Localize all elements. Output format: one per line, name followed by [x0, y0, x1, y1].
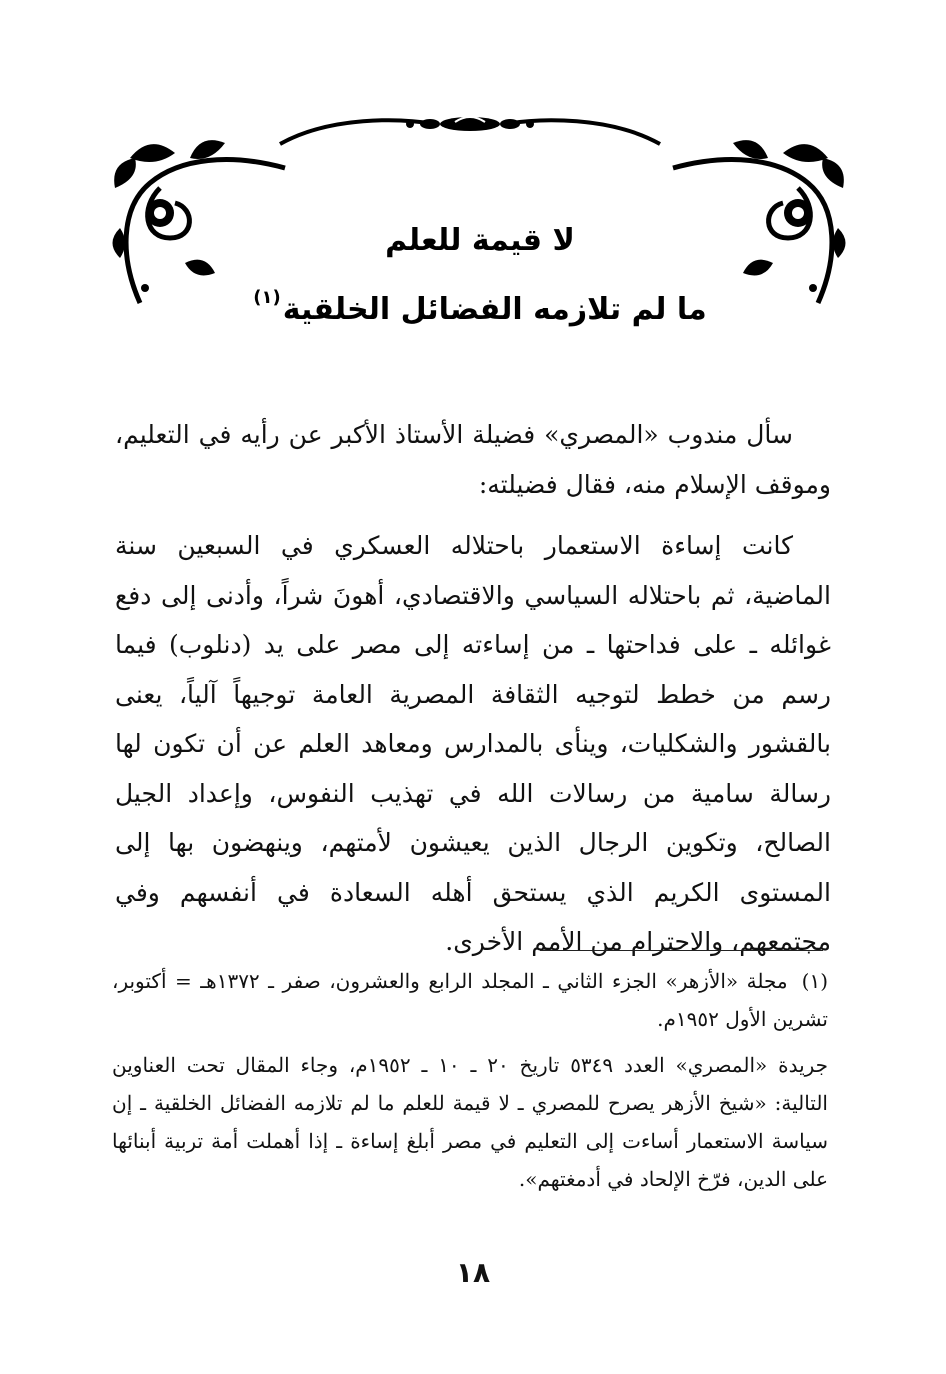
paragraph-1: سأل مندوب «المصري» فضيلة الأستاذ الأكبر عن رأيه في التعليم، وموقف الإسلام منه، فقال فضيلته: — [115, 420, 831, 499]
footnotes — [112, 962, 828, 1198]
footnote-marker: (١) — [801, 969, 828, 993]
chapter-title — [230, 212, 730, 338]
body-text — [115, 410, 831, 967]
footnote-1 — [112, 962, 828, 1038]
title-line-2-text: ما لم تلازمه الفضائل الخلقية — [282, 292, 707, 327]
page-number: ١٨ — [455, 1256, 491, 1289]
footnote-divider — [540, 950, 823, 951]
title-line-2 — [230, 270, 730, 338]
footnote-2: جريدة «المصري» العدد ٥٣٤٩ تاريخ ٢٠ ـ ١٠ ـ ١٩٥٢م، وجاء المقال تحت العناوين التالية: «شيخ الأزهر يصرح للمصري ـ لا قيمة للعلم ما لم تلازمه الفضائل الخلقية ـ إن سياسة الاستعمار أساءت إلى التعليم في مصر أبلغ إساءة ـ إذا أهملت أمة تربية أبنائها على الدين، فرّخ الإلحاد في أدمغتهم». — [112, 1053, 829, 1191]
title-footnote-ref: (١) — [253, 287, 281, 308]
top-ornament-icon — [270, 104, 670, 148]
title-line-1: لا قيمة للعلم — [385, 223, 575, 258]
paragraph-2: كانت إساءة الاستعمار باحتلاله العسكري في السبعين سنة الماضية، ثم باحتلاله السياسي والاقتصادي، أهونَ شراً، وأدنى إلى دفع غوائله ـ على فداحتها ـ من إساءته إلى مصر على يد (دنلوب) فيما رسم من خطط لتوجيه الثقافة المصرية العامة توجيهاً آلياً، يعنى بالقشور والشكليات، وينأى بالمدارس ومعاهد العلم عن أن تكون لها رسالة سامية من رسالات الله في تهذيب النفوس، وإعداد الجيل الصالح، وتكوين الرجال الذين يعيشون لأمتهم، وينهضون بها إلى المستوى الكريم الذي يستحق أهله السعادة في أنفسهم وفي مجتمعهم، والاحترام من الأمم الأخرى. — [115, 531, 831, 956]
footnote-1-text: مجلة «الأزهر» الجزء الثاني ـ المجلد الرابع والعشرون، صفر ـ ١٣٧٢هـ = أكتوبر، تشرين الأول ١٩٥٢م. — [112, 969, 828, 1031]
